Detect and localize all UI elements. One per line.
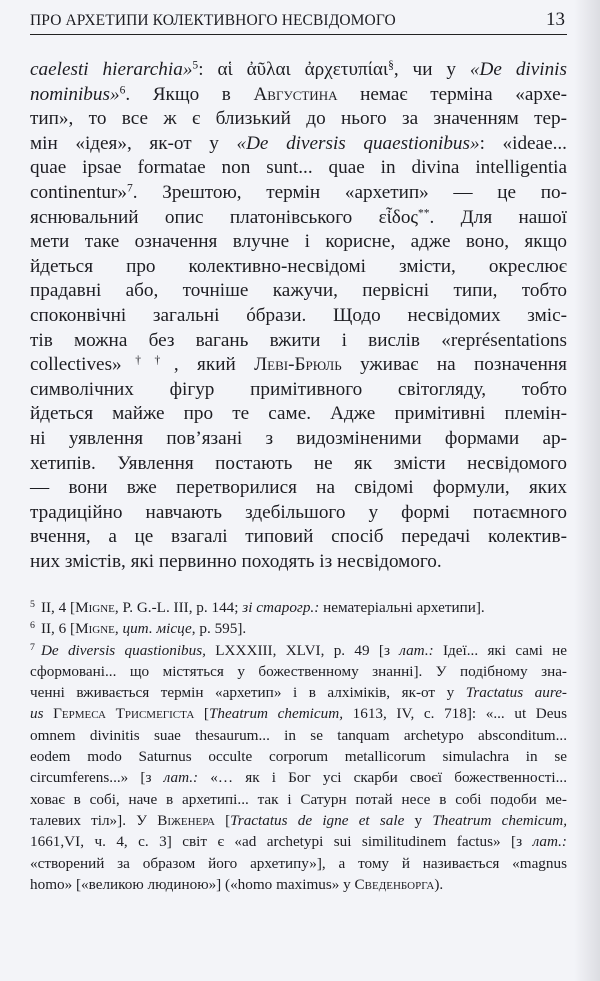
text-run: caelesti hierarchia» <box>30 59 193 80</box>
text-run: quae ipsae formatae non sunt... quae in divina intelligentia <box>30 157 567 179</box>
footnote-ref: § <box>388 59 394 72</box>
text-run: 1613, IV, c. 718]: «... ut Deus <box>343 705 567 723</box>
body-line <box>30 279 567 304</box>
text-run: Tractatus aure- <box>465 684 567 702</box>
body-line <box>30 58 567 83</box>
text-run: ченні вживається термін «архетип» і в алхіміків, як-от у <box>30 684 466 702</box>
text-run <box>44 705 54 722</box>
text-run: Theatrum chemicum, <box>432 811 568 829</box>
text-run: II, 6 [ <box>40 620 76 638</box>
body-line <box>30 255 567 280</box>
body-line <box>30 230 567 255</box>
footnote-line <box>30 703 567 724</box>
text-run: лат.: <box>163 769 199 787</box>
text-run: яснювальний опис платонівського εἶδος <box>30 206 419 228</box>
body-line <box>30 132 567 157</box>
footnote-ref: 6 <box>119 84 126 97</box>
footnote-line <box>30 789 567 810</box>
text-run: вчення, а це взагалі типовий спосіб передачі колектив- <box>30 526 567 548</box>
text-run: De diversis quastionibus, <box>40 641 206 659</box>
text-run: тип», то все ж є близький до нього за значенням тер- <box>30 108 567 130</box>
footnote-line <box>30 810 567 831</box>
text-run: прадавні або, точніше кажучи, первісні типи, тобто <box>30 280 567 302</box>
footnote-number: 6 <box>30 620 35 632</box>
page-edge-shadow <box>574 0 600 981</box>
main-text <box>30 58 567 574</box>
text-run: , <box>114 620 123 638</box>
running-header <box>30 6 567 35</box>
text-run: лат.: <box>399 641 434 659</box>
body-line <box>30 156 567 181</box>
page-number: 13 <box>546 9 565 30</box>
body-line <box>30 427 567 452</box>
text-run: , p. 595]. <box>191 620 247 638</box>
text-run: хетипів. Уявлення постають не як змісти несвідомого <box>30 452 567 474</box>
text-run: Tractatus de igne et sale <box>230 811 405 829</box>
footnotes <box>30 597 567 895</box>
text-run: [ <box>194 705 209 723</box>
footnote-line <box>30 853 567 874</box>
text-run: Віженера <box>157 811 215 829</box>
text-run: Migne <box>75 620 115 638</box>
footnote-ref: †† <box>121 354 174 367</box>
body-line <box>30 353 567 378</box>
text-run: талевих тіл»]. У <box>30 811 158 829</box>
body-line <box>30 501 567 526</box>
text-run: nominibus» <box>30 83 120 105</box>
text-run: LXXXIII, XLVI, p. 49 [з <box>205 641 400 659</box>
footnote-line <box>30 725 567 746</box>
body-line <box>30 476 567 501</box>
footnote-ref: 7 <box>126 182 133 195</box>
body-line <box>30 83 567 108</box>
text-run: Ідеї... які самі не <box>433 641 568 659</box>
text-run: . Якщо в <box>125 83 254 105</box>
text-run: II, 4 [ <box>40 599 76 616</box>
text-run: ховає в собі, наче в архетипі... так і Сатурн потай несе в собі подоби ме- <box>30 790 567 808</box>
text-run: «… як і Бог усі скарби своєї божественності... <box>198 769 567 787</box>
text-run: [ <box>214 811 231 829</box>
text-run: omnem divinitis suae thesaurum... in se tanquam archetypo absconditum... <box>30 726 567 744</box>
text-run: мети таке означення влучне і корисне, адже воно, якщо <box>30 231 567 253</box>
body-line <box>30 107 567 132</box>
text-run: . Для нашої <box>429 206 567 228</box>
text-run: 1661,VI, ч. 4, с. 3] світ є «ad archetypi sui similitudinem factus» [з <box>30 833 533 851</box>
text-run: Migne <box>75 599 115 616</box>
text-run: continentur» <box>30 181 127 203</box>
text-run: . Зрештою, термін «архетип» — це по- <box>132 181 567 203</box>
text-run: : αἱ ἀῦλαι ἀρχετυπίαι <box>198 59 389 80</box>
text-run: у <box>404 811 433 829</box>
running-title: ПРО АРХЕТИПИ КОЛЕКТИВНОГО НЕСВІДОМОГО <box>30 12 396 29</box>
text-run: : «ideae... <box>479 132 567 154</box>
body-line <box>30 181 567 206</box>
text-run: eodem modo Saturnus occulte corporum metallicorum simulachra in se <box>30 748 567 766</box>
footnote-line <box>30 597 567 618</box>
body-line <box>30 525 567 550</box>
text-run: немає терміна «архе- <box>337 83 567 105</box>
text-run: нематеріальні архетипи]. <box>319 599 485 616</box>
text-run: «створений за образом його архетипу»], а тому й називається «magnus <box>30 854 567 872</box>
text-run: сформовані... що містяться у божественному знанні]. У подібному зна- <box>30 662 567 680</box>
text-run: символічних фігур примітивного світогляду, тобто <box>30 378 567 400</box>
text-run: collectives» <box>30 354 122 376</box>
text-run: лат.: <box>532 833 567 851</box>
text-run: уживає на позначення <box>341 354 568 376</box>
text-run: йдеться про колективно-несвідомі змісти, окреслює <box>30 255 567 277</box>
body-line <box>30 329 567 354</box>
text-run: зі старогр.: <box>242 599 320 616</box>
footnote-number: 7 <box>30 641 35 653</box>
footnote-line <box>30 682 567 703</box>
text-run: тів можна без вагань вжити і вислів «représentations <box>30 329 567 351</box>
text-run: них змістів, які первинно походять із несвідомого. <box>30 550 442 572</box>
text-run: ). <box>434 875 444 893</box>
footnote-ref: ** <box>418 207 430 220</box>
text-run: circumferens...» [з <box>30 769 164 787</box>
text-run: , чи у <box>393 59 470 80</box>
text-run: Гермеса Трисмегіста <box>53 705 195 723</box>
text-run: homo» [«великою людиною»] («homo maximus» у <box>30 875 355 893</box>
footnote-ref: 5 <box>192 59 199 72</box>
text-run: Августина <box>253 83 338 105</box>
text-run: us <box>30 705 44 723</box>
body-line <box>30 402 567 427</box>
text-run: «De divinis <box>469 59 567 80</box>
footnote-line <box>30 661 567 682</box>
text-run: мін «ідея», як-от у <box>30 132 237 154</box>
body-line <box>30 304 567 329</box>
footnote-line <box>30 746 567 767</box>
text-run: йдеться майже про те саме. Адже примітивні племін- <box>30 403 567 425</box>
footnote-number: 5 <box>30 599 35 611</box>
text-run: ні уявлення пов’язані з видозміненими формами ар- <box>30 427 567 449</box>
text-run: «De diversis quaestionibus» <box>236 132 480 154</box>
footnote-line <box>30 831 567 852</box>
footnote-line <box>30 640 567 661</box>
text-run: , який <box>173 354 255 376</box>
text-run: , P. G.-L. III, p. 144; <box>114 599 243 616</box>
body-line <box>30 378 567 403</box>
text-run: — вони вже перетворилися на свідомі формули, яких <box>30 477 567 499</box>
footnote-line <box>30 874 567 895</box>
text-run: традиційно навчають здебільшого у формі потаємного <box>30 501 567 523</box>
body-line <box>30 550 567 575</box>
body-line <box>30 206 567 231</box>
footnote-line <box>30 618 567 639</box>
text-run: Леві-Брюль <box>254 354 342 376</box>
footnote-line <box>30 767 567 788</box>
text-run: Сведенборга <box>354 875 435 893</box>
text-run: цит. місце <box>122 620 192 638</box>
text-run: Theatrum chemicum, <box>208 705 344 723</box>
body-line <box>30 452 567 477</box>
text-run: споконвічні загальні óбрази. Щодо несвідомих зміс- <box>30 304 567 326</box>
